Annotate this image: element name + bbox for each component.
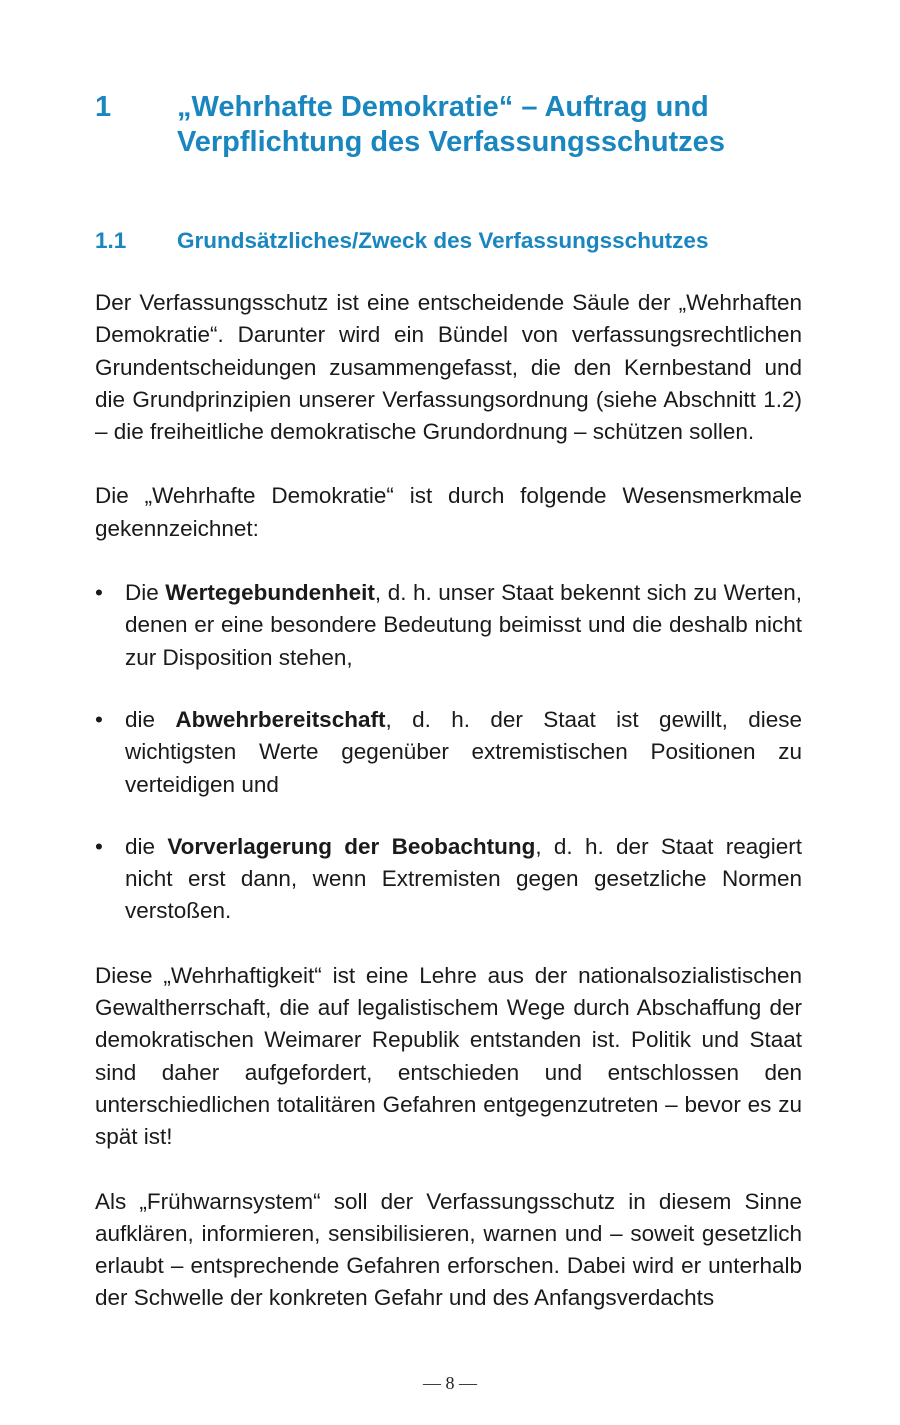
page-number: — 8 —: [423, 1373, 477, 1393]
body-text: [95, 287, 802, 1347]
paragraph-lesson: Diese „Wehrhaftigkeit“ ist eine Lehre aus der nationalsozialistischen Gewaltherrschaft, die auf legalistischem Wege durch Abschaffung der demokratischen Weimarer Republik entstanden ist. Politik und Staat sind daher aufgefordert, entschieden und entschlossen den unterschiedlichen totalitären Gefahren entgegenzutreten – bevor es zu spät ist!: [95, 962, 802, 1150]
paragraph-features-lead: Die „Wehrhafte Demokratie“ ist durch folgende Wesensmerkmale gekennzeichnet:: [95, 483, 802, 541]
chapter-title: „Wehrhafte Demokratie“ – Auftrag und Verpflichtung des Verfassungsschutzes: [177, 91, 725, 158]
list-item-prefix: die: [125, 833, 168, 859]
feature-list: [95, 577, 802, 928]
list-item-text: , d. h. unser Staat bekennt sich zu Werten, denen er eine besondere Bedeutung beimisst und die deshalb nicht zur Disposition stehen,: [125, 580, 802, 670]
section-title: Grundsätzliches/Zweck des Verfassungsschutzes: [177, 228, 709, 253]
list-item: [95, 831, 802, 928]
list-item-prefix: Die: [125, 580, 166, 606]
chapter-heading: [95, 90, 815, 160]
list-item-term: Abwehrbereitschaft: [175, 706, 386, 732]
list-item: [95, 704, 802, 801]
list-item-text: , d. h. der Staat ist gewillt, diese wichtigsten Werte gegenüber extremistischen Positionen zu verteidigen und: [125, 706, 802, 797]
paragraph-intro: Der Verfassungsschutz ist eine entscheidende Säule der „Wehrhaften Demokratie“. Darunter wird ein Bündel von verfassungsrechtlichen Grundentscheidungen zusammengefasst, die den Kernbestand und die Grundprinzipien unserer Verfassungsordnung (siehe Abschnitt 1.2) – die freiheitliche demokratische Grundordnung – schützen sollen.: [95, 290, 802, 445]
list-item-text: , d. h. der Staat reagiert nicht erst dann, wenn Extremisten gegen gesetzliche Normen verstoßen.: [125, 833, 802, 924]
list-item: [95, 577, 802, 674]
section-number: 1.1: [95, 228, 127, 253]
bullet-icon: •: [95, 833, 103, 859]
list-item-term: Wertegebundenheit: [165, 580, 375, 606]
list-item-term: Vorverlagerung der Beobachtung: [167, 833, 536, 859]
section-heading: [95, 226, 815, 256]
list-item-prefix: die: [125, 706, 176, 732]
bullet-icon: •: [95, 706, 103, 732]
paragraph-early-warning: Als „Frühwarnsystem“ soll der Verfassungsschutz in diesem Sinne aufklären, informieren, sensibilisieren, warnen und – soweit gesetzlich erlaubt – entsprechende Gefahren erforschen. Dabei wird er unterhalb der Schwelle der konkreten Gefahr und des Anfangsverdachts: [95, 1188, 802, 1311]
chapter-number: 1: [95, 91, 112, 123]
bullet-icon: •: [95, 580, 103, 606]
